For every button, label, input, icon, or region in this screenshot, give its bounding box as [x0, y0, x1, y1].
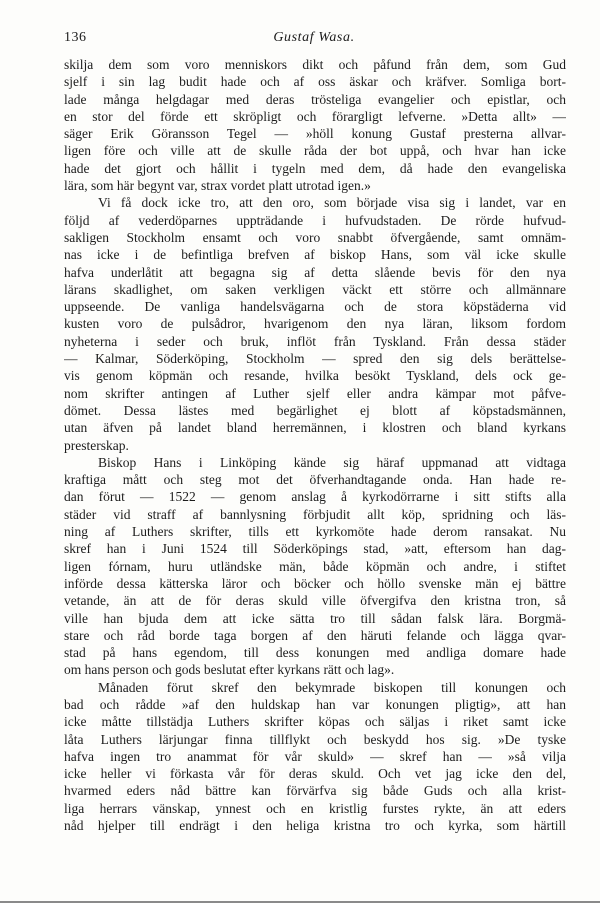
text-line: en stor del förde ett skröpligt och förargligt lefverne. »Detta allt» —: [64, 108, 566, 124]
text-line: hafva ingen tro anammat för vår skuld» — skref han — »så vilja: [64, 748, 566, 764]
text-line: om hans person och gods beslutat efter kyrkans rätt och lag».: [64, 662, 395, 678]
text-line: hade det gjort och hållit i tygeln med dem, då hade den evangeliska: [64, 160, 566, 176]
running-title: Gustaf Wasa.: [273, 30, 355, 45]
text-line: kraftiga mått och steg mot det öfverhandtagande onda. Han hade re-: [64, 472, 566, 488]
text-line: lade många helgdagar med deras trösteliga evangelier och epistlar, och: [64, 91, 566, 107]
text-line: dan förut — 1522 — genom anslag å kyrkodörrarne i sitt stifts alla: [64, 489, 566, 505]
text-line: — Kalmar, Söderköping, Stockholm — spred den sig dels berättelse-: [64, 351, 566, 367]
text-line: skref han i Juni 1524 till Söderköpings stad, »att, eftersom han dag-: [64, 541, 566, 557]
text-line: liga herrars vänskap, ynnest och en kristlig furstes rykte, än att eders: [64, 800, 566, 816]
text-line: följd af vederdöparnes uppträdande i hufvudstaden. De rörde hufvud-: [64, 212, 566, 228]
text-line: Månaden förut skref den bekymrade biskopen till konungen och: [98, 679, 566, 695]
body-text: [64, 56, 566, 834]
text-line: icke måtte tillstädja Luthers skrifter köpas och säljas i riket samt icke: [64, 714, 566, 730]
text-line: nas icke i de befintliga brefven af biskop Hans, som väl icke skulle: [64, 247, 566, 263]
text-line: dömet. Dessa lästes med begärlighet ej blott af köpstadsmännen,: [64, 402, 566, 418]
text-line: hafva underlåtit att begagna sig af detta slående bevis för den nya: [64, 264, 566, 280]
paragraph-4: [64, 679, 566, 835]
text-line: bad och rådde »af den huldskap han var konungen pligtig», att han: [64, 696, 566, 712]
text-line: vis genom köpmän och resande, hvilka besökt Tyskland, dels ock ge-: [64, 368, 566, 384]
text-line: icke heller vi förkasta vår för deras skuld. Och vet jag icke den del,: [64, 766, 566, 782]
text-line: Vi få dock icke tro, att den oro, som började visa sig i landet, var en: [98, 195, 566, 211]
text-line: hvarmed eders nåd bättre kan förvärfva sig både Guds och alla krist-: [64, 783, 566, 799]
text-line: Biskop Hans i Linköping kände sig häraf uppmanad att vidtaga: [98, 454, 566, 470]
text-line: säger Erik Göransson Tegel — »höll konung Gustaf presterna allvar-: [64, 126, 566, 142]
text-line: sakligen Stockholm ensamt och voro snabbt öfvergående, samt omnäm-: [64, 229, 566, 245]
text-line: ligen fórnam, huru utländske män, både köpmän och andre, i stiftet: [64, 558, 566, 574]
text-line: lära, som här begynt var, strax vordet platt utrotad igen.»: [64, 178, 371, 194]
paragraph-1: [64, 56, 566, 194]
text-line: nåd hjelper till endrägt i den heliga kristna tro och kyrka, som härtill: [64, 818, 566, 834]
text-line: skilja dem som voro menniskors dikt och påfund från dem, som Gud: [64, 57, 566, 72]
text-line: vetande, än att de för deras skuld ville öfvergifva den kristna tron, så: [64, 593, 566, 609]
text-line: stare och råd borde taga borgen af den häruti felande och lägga qvar-: [64, 627, 566, 643]
text-line: kusten voro de pulsådror, hvarigenom den nya läran, liksom fordom: [64, 316, 566, 332]
text-line: utan äfven på landet bland herremännen, i klostren och bland kyrkans: [64, 420, 566, 436]
paragraph-3: [64, 454, 566, 679]
text-line: sjelf i sin lag budit hade och af oss äskar och kräfver. Somliga bort-: [64, 74, 566, 90]
text-line: ligen före och ville att de skulle råda der bot uppå, och hvar han icke: [64, 143, 566, 159]
text-line: presterskap.: [64, 437, 129, 453]
text-line: lärans skadlighet, om saken verkligen väckt ett större och allmännare: [64, 281, 566, 297]
text-line: uppseende. De vanliga handelsvägarna och de stora köpstäderna vid: [64, 299, 566, 315]
text-line: stad på hans egendom, till dess konungen med andliga domare hade: [64, 645, 566, 661]
running-head: [64, 30, 564, 50]
text-line: ning af Luthers skrifter, tills ett kyrkomöte hade derom ransakat. Nu: [64, 524, 566, 540]
text-line: städer vid straff af bannlysning förbjudit allt köp, spridning och läs-: [64, 506, 566, 522]
text-line: nom skrifter antingen af Luther sjelf eller andra kämpar mot påfve-: [64, 385, 566, 401]
text-line: införde dessa kätterska läror och böcker och höllo svenske män ej bättre: [64, 575, 566, 591]
text-line: ville han bjuda dem att icke sätta tro till sådan falsk lära. Borgmä-: [64, 610, 566, 626]
page-number: 136: [64, 30, 87, 45]
paragraph-2: [64, 194, 566, 453]
text-line: nyheterna i seder och bruk, inflöt från Tyskland. Från dessa städer: [64, 333, 566, 349]
text-line: låta Luthers lärjungar finna tillflykt och beskydd hos sig. »De tyske: [64, 731, 566, 747]
